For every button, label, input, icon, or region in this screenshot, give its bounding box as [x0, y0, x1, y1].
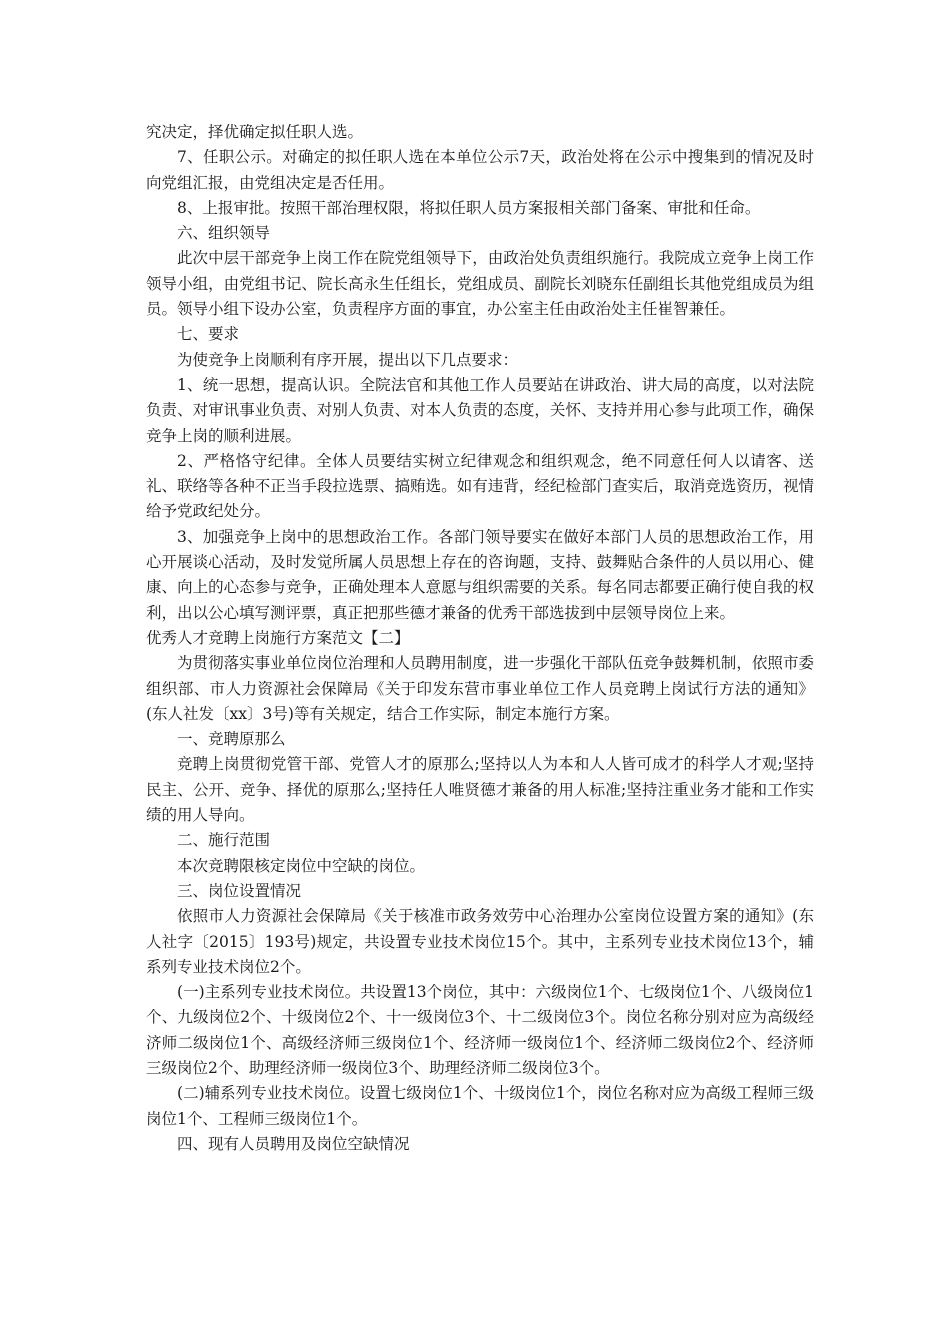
paragraph: 2、严格恪守纪律。全体人员要结实树立纪律观念和组织观念，绝不同意任何人以请客、送礼、联络等各种不正当手段拉选票、搞贿选。如有违背，经纪检部门查实后，取消竞选资历，视情给予党政纪处分。 — [146, 451, 814, 521]
paragraph: 1、统一思想，提高认识。全院法官和其他工作人员要站在讲政治、讲大局的高度，以对法院负责、对审讯事业负责、对别人负责、对本人负责的态度，关怀、支持并用心参与此项工作，确保竞争上岗的顺利进展。 — [146, 375, 814, 445]
paragraph: 竞聘上岗贯彻党管干部、党管人才的原那么;坚持以人为本和人人皆可成才的科学人才观;坚持民主、公开、竞争、择优的原那么;坚持任人唯贤德才兼备的用人标准;坚持注重业务才能和工作实绩的用人导向。 — [146, 755, 814, 825]
paragraph: 8、上报审批。按照干部治理权限，将拟任职人员方案报相关部门备案、审批和任命。 — [177, 198, 761, 217]
article-title: 优秀人才竞聘上岗施行方案范文【二】 — [146, 628, 410, 647]
paragraph: 为使竞争上岗顺利有序开展，提出以下几点要求： — [177, 350, 519, 369]
paragraph: 依照市人力资源社会保障局《关于核准市政务效劳中心治理办公室岗位设置方案的通知》(东人社字〔2015〕193号)规定，共设置专业技术岗位15个。其中，主系列专业技术岗位13个，辅系列专业技术岗位2个。 — [146, 907, 814, 976]
section-heading: 一、竞聘原那么 — [177, 730, 286, 749]
section-heading: 四、现有人员聘用及岗位空缺情况 — [177, 1134, 410, 1153]
paragraph: 此次中层干部竞争上岗工作在院党组领导下，由政治处负责组织施行。我院成立竞争上岗工作领导小组，由党组书记、院长高永生任组长，党组成员、副院长刘晓东任副组长其他党组成员为组员。领导小组下设办公室，负责程序方面的事宜，办公室主任由政治处主任崔智兼任。 — [146, 249, 814, 319]
paragraph: (二)辅系列专业技术岗位。设置七级岗位1个、十级岗位1个，岗位名称对应为高级工程师三级岗位1个、工程师三级岗位1个。 — [146, 1084, 814, 1128]
section-heading: 六、组织领导 — [177, 224, 271, 243]
paragraph: 7、任职公示。对确定的拟任职人选在本单位公示7天，政治处将在公示中搜集到的情况及时向党组汇报，由党组决定是否任用。 — [146, 148, 814, 192]
document-body — [146, 120, 814, 1157]
paragraph: 究决定，择优确定拟任职人选。 — [146, 123, 364, 141]
section-heading: 二、施行范围 — [177, 831, 271, 850]
section-heading: 三、岗位设置情况 — [177, 881, 302, 900]
paragraph: 本次竞聘限核定岗位中空缺的岗位。 — [177, 856, 426, 875]
section-heading: 七、要求 — [177, 325, 240, 344]
paragraph: (一)主系列专业技术岗位。共设置13个岗位，其中：六级岗位1个、七级岗位1个、八级岗位1个、九级岗位2个、十级岗位2个、十一级岗位3个、十二级岗位3个。岗位名称分别对应为高级经济师二级岗位1个、高级经济师三级岗位1个、经济师一级岗位1个、经济师二级岗位2个、经济师三级岗位2个、助理经济师一级岗位3个、助理经济师二级岗位3个。 — [146, 983, 814, 1077]
paragraph: 3、加强竞争上岗中的思想政治工作。各部门领导要实在做好本部门人员的思想政治工作，用心开展谈心活动，及时发觉所属人员思想上存在的咨询题，支持、鼓舞贴合条件的人员以用心、健康、向上的心态参与竞争，正确处理本人意愿与组织需要的关系。每名同志都要正确行使自我的权利，出以公心填写测评票，真正把那些德才兼备的优秀干部选拔到中层领导岗位上来。 — [146, 527, 814, 622]
paragraph: 为贯彻落实事业单位岗位治理和人员聘用制度，进一步强化干部队伍竞争鼓舞机制，依照市委组织部、市人力资源社会保障局《关于印发东营市事业单位工作人员竞聘上岗试行方法的通知》(东人社发〔xx〕3号)等有关规定，结合工作实际，制定本施行方案。 — [146, 654, 814, 723]
